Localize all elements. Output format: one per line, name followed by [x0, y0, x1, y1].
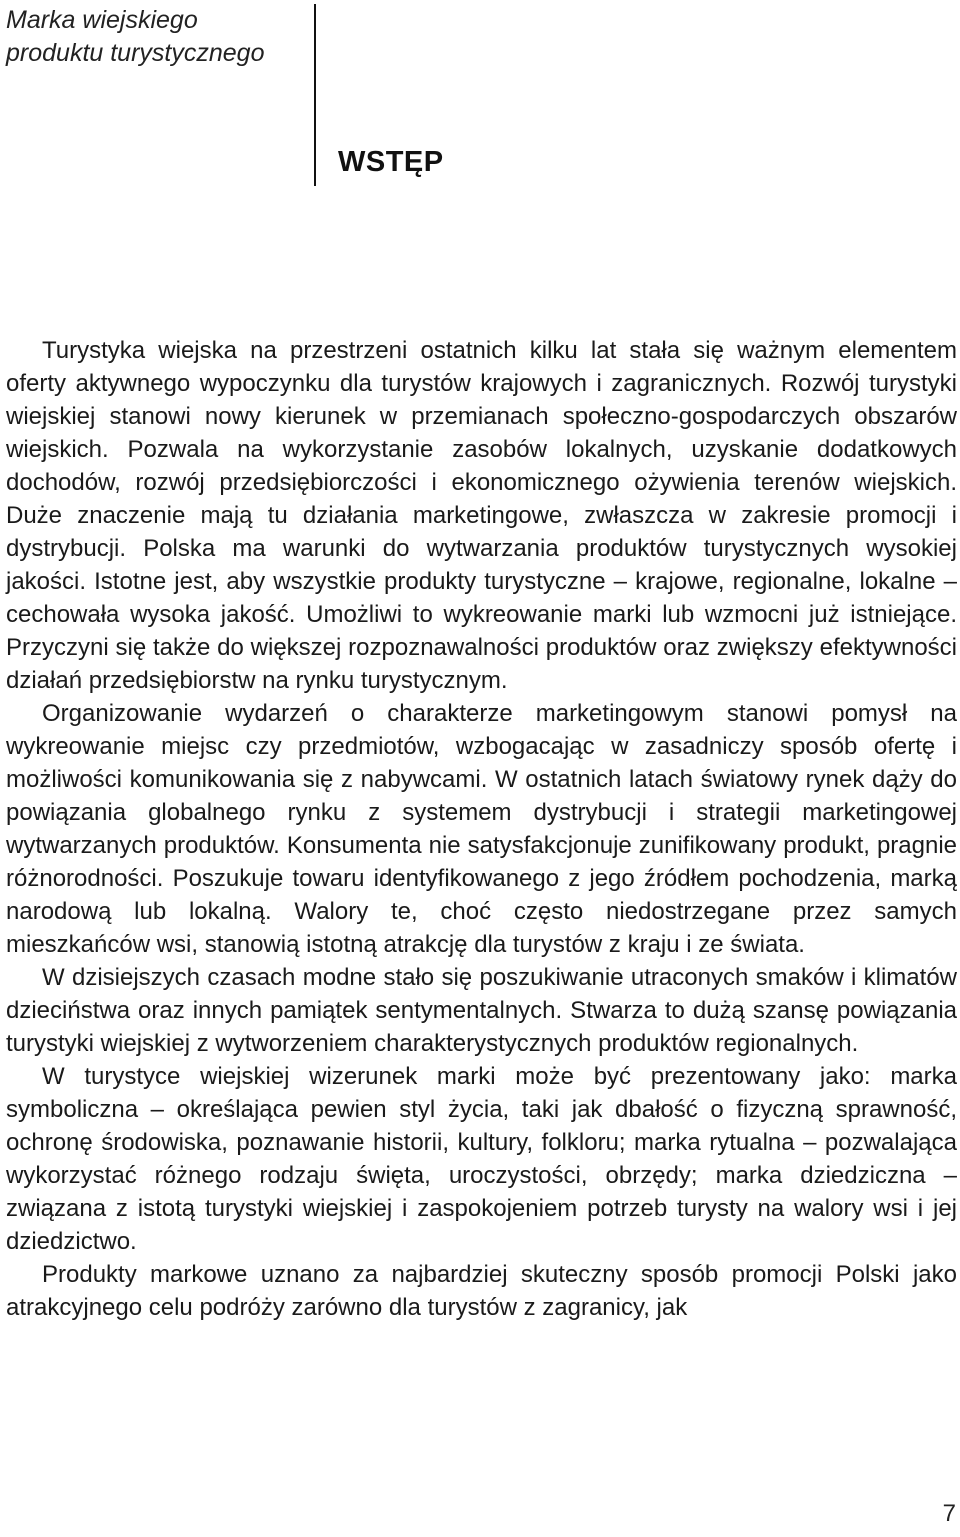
paragraph: W dzisiejszych czasach modne stało się poszukiwanie utraconych smaków i klimatów dzieciństwa oraz innych pamiątek sentymentalnych. Stwarza to dużą szansę powiązania turystyki wiejskiej z wytworzeniem charakterystycznych produktów regionalnych. [6, 964, 957, 1057]
running-header-line-2: produktu turystycznego [6, 39, 265, 67]
running-header-line-1: Marka wiejskiego [6, 6, 198, 34]
paragraph: W turystyce wiejskiej wizerunek marki może być prezentowany jako: marka symboliczna – określająca pewien styl życia, taki jak dbałość o fizyczną sprawność, ochronę środowiska, poznawanie historii, kultury, folkloru; marka rytualna – pozwalająca wykorzystać różnego rodzaju święta, uroczystości, obrzędy; marka dziedziczna – związana z istotą turystyki wiejskiej i zaspokojeniem potrzeb turysty na walory wsi i jej dziedzictwo. [6, 1063, 957, 1255]
paragraph: Organizowanie wydarzeń o charakterze marketingowym stanowi pomysł na wykreowanie miejsc czy przedmiotów, wzbogacając w zasadniczy sposób ofertę i możliwości komunikowania się z nabywcami. W ostatnich latach światowy rynek dąży do powiązania globalnego rynku z systemem dystrybucji i strategii marketingowej wytwarzanych produktów. Konsumenta nie satysfakcjonuje zunifikowany produkt, pragnie różnorodności. Poszukuje towaru identyfikowanego z jego źródłem pochodzenia, marką narodową lub lokalną. Walory te, choć często niedostrzegane przez samych mieszkańców wsi, stanowią istotną atrakcję dla turystów z kraju i ze świata. [6, 700, 957, 958]
body-text [6, 334, 957, 1324]
running-header [6, 4, 306, 70]
paragraph: Produkty markowe uznano za najbardziej skuteczny sposób promocji Polski jako atrakcyjnego celu podróży zarówno dla turystów z zagranicy, jak [6, 1261, 957, 1321]
section-title: WSTĘP [338, 146, 444, 178]
paragraph: Turystyka wiejska na przestrzeni ostatnich kilku lat stała się ważnym elementem oferty aktywnego wypoczynku dla turystów krajowych i zagranicznych. Rozwój turystyki wiejskiej stanowi nowy kierunek w przemianach społeczno-gospodarczych obszarów wiejskich. Pozwala na wykorzystanie zasobów lokalnych, uzyskanie dodatkowych dochodów, rozwój przedsiębiorczości i ekonomicznego ożywienia terenów wiejskich. Duże znaczenie mają tu działania marketingowe, zwłaszcza w zakresie promocji i dystrybucji. Polska ma warunki do wytwarzania produktów turystycznych wysokiej jakości. Istotne jest, aby wszystkie produkty turystyczne – krajowe, regionalne, lokalne – cechowała wysoka jakość. Umożliwi to wykreowanie marki lub wzmocni już istniejące. Przyczyni się także do większej rozpoznawalności produktów oraz zwiększy efektywności działań przedsiębiorstw na rynku turystycznym. [6, 337, 957, 694]
header-divider [314, 4, 316, 186]
page-number: 7 [942, 1500, 956, 1527]
